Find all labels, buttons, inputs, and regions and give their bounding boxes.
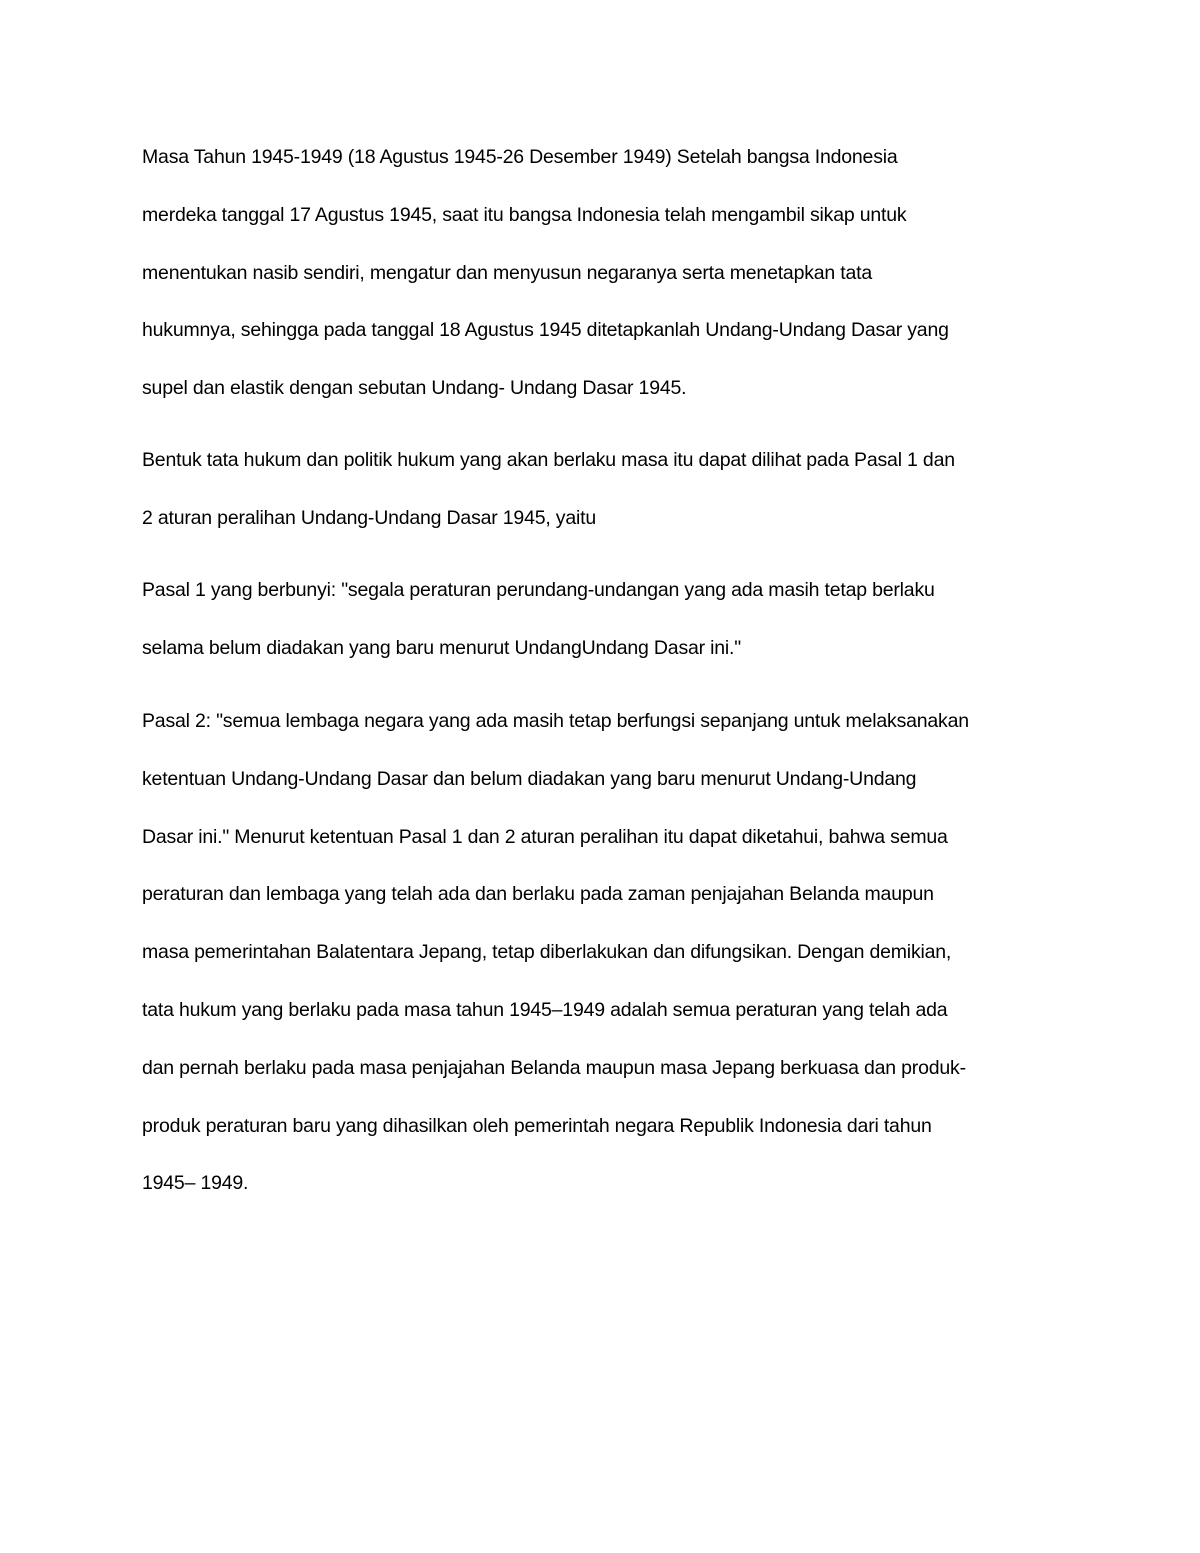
text-line: 1945– 1949. [142, 1172, 249, 1195]
text-line: Pasal 1 yang berbunyi: "segala peraturan perundang-undangan yang ada masih tetap berlaku [142, 579, 935, 601]
text-line: peraturan dan lembaga yang telah ada dan berlaku pada zaman penjajahan Belanda maupun [142, 883, 934, 906]
text-line: ketentuan Undang-Undang Dasar dan belum diadakan yang baru menurut Undang-Undang [142, 767, 917, 790]
text-line: menentukan nasib sendiri, mengatur dan menyusun negaranya serta menetapkan tata [142, 261, 873, 284]
text-line: Bentuk tata hukum dan politik hukum yang akan berlaku masa itu dapat dilihat pada Pasal 1 dan [142, 449, 955, 471]
text-line: produk peraturan baru yang dihasilkan oleh pemerintah negara Republik Indonesia dari tahun [142, 1114, 932, 1137]
text-line: tata hukum yang berlaku pada masa tahun 1945–1949 adalah semua peraturan yang telah ada [142, 998, 948, 1021]
text-line: Dasar ini." Menurut ketentuan Pasal 1 dan 2 aturan peralihan itu dapat diketahui, bahwa semua [142, 825, 948, 848]
paragraph-pasal-2 [142, 709, 1072, 1229]
text-line: 2 aturan peralihan Undang-Undang Dasar 1945, yaitu [142, 506, 596, 529]
paragraph-masa-tahun [142, 145, 1072, 434]
text-line: Masa Tahun 1945-1949 (18 Agustus 1945-26 Desember 1949) Setelah bangsa Indonesia [142, 146, 898, 168]
text-line: merdeka tanggal 17 Agustus 1945, saat itu bangsa Indonesia telah mengambil sikap untuk [142, 203, 907, 226]
text-line: selama belum diadakan yang baru menurut UndangUndang Dasar ini." [142, 636, 741, 659]
text-line: hukumnya, sehingga pada tanggal 18 Agustus 1945 ditetapkanlah Undang-Undang Dasar yang [142, 319, 949, 342]
text-line: dan pernah berlaku pada masa penjajahan Belanda maupun masa Jepang berkuasa dan produk- [142, 1056, 966, 1079]
paragraph-pasal-1 [142, 578, 1072, 694]
text-line: masa pemerintahan Balatentara Jepang, tetap diberlakukan dan difungsikan. Dengan demikian, [142, 941, 952, 964]
text-line: Pasal 2: "semua lembaga negara yang ada masih tetap berfungsi sepanjang untuk melaksanakan [142, 710, 969, 732]
paragraph-bentuk-tata-hukum [142, 448, 1072, 564]
text-line: supel dan elastik dengan sebutan Undang- Undang Dasar 1945. [142, 377, 687, 400]
